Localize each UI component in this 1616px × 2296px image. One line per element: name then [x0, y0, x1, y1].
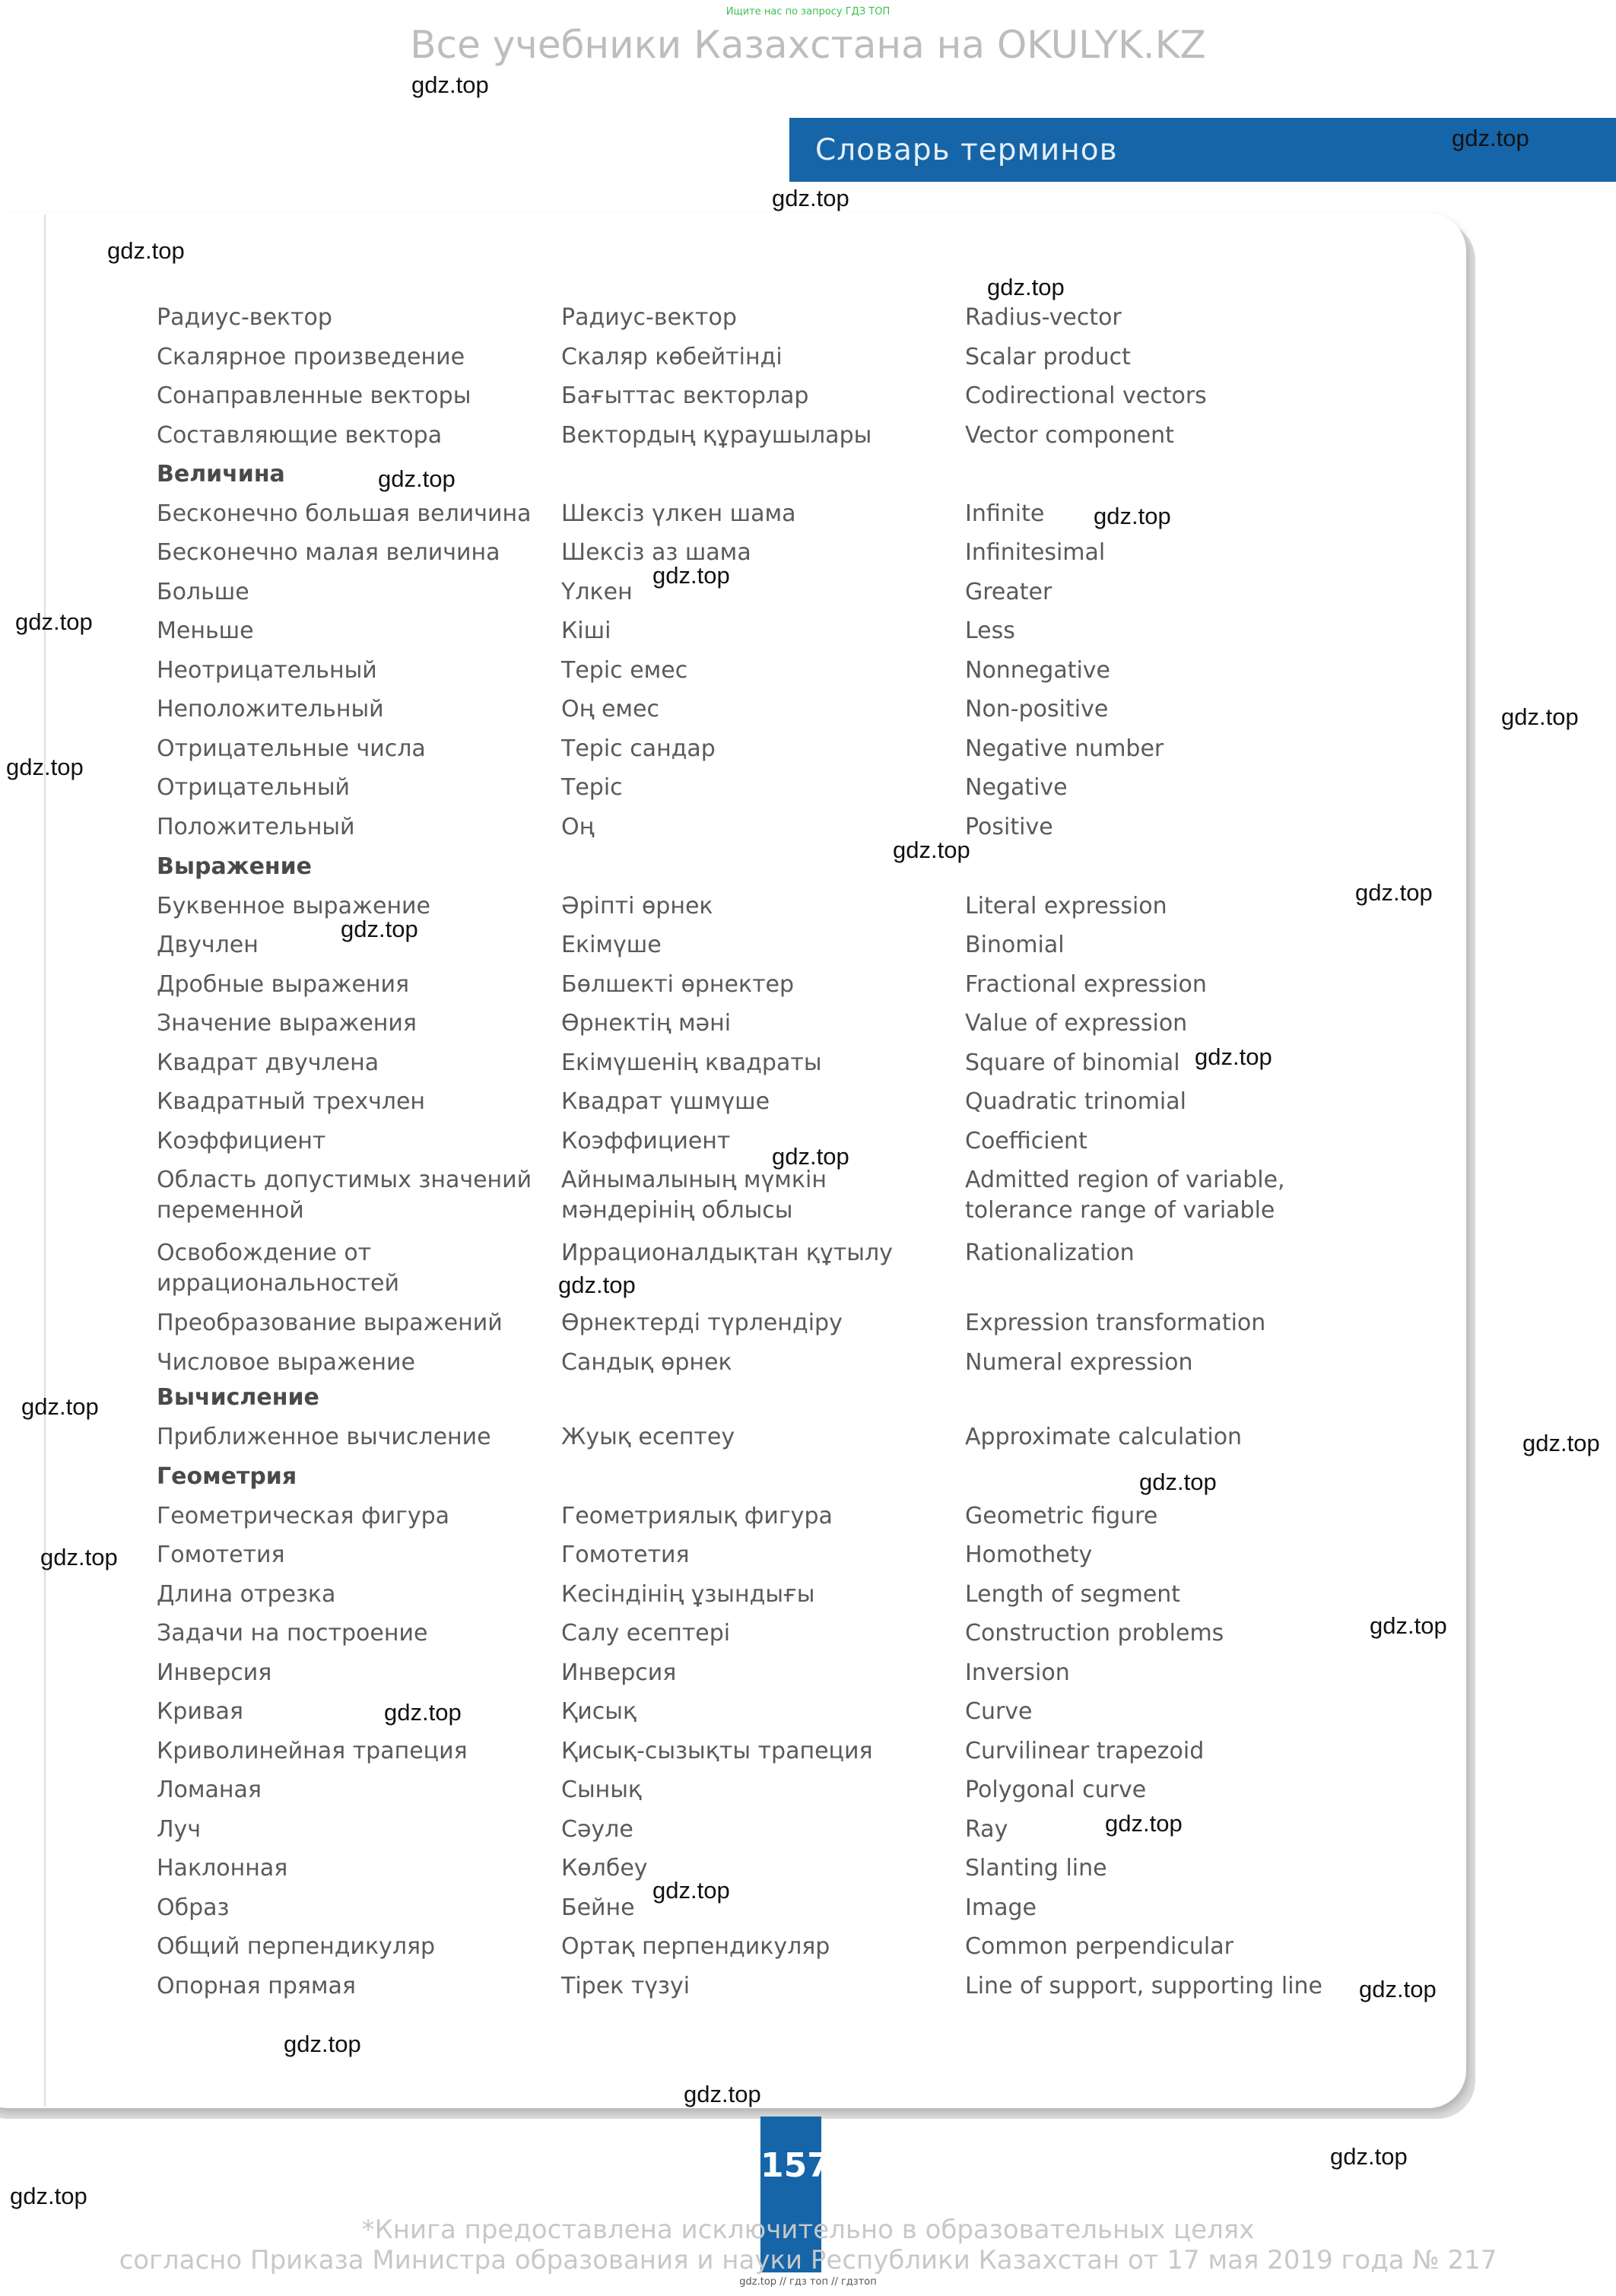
term-kz: Радиус-вектор [561, 304, 737, 331]
term-ru: Двучлен [157, 932, 259, 958]
watermark-text: gdz.top [15, 608, 93, 635]
term-ru: Геометрическая фигура [157, 1502, 450, 1529]
footer-line-1: *Книга предоставлена исключительно в образовательных целях [361, 2215, 1255, 2245]
footer-line-2: согласно Приказа Министра образования и науки Республики Казахстан от 17 мая 2019 года № 217 [119, 2245, 1497, 2275]
term-ru: Задачи на построение [157, 1620, 428, 1647]
term-en: Length of segment [965, 1580, 1181, 1608]
term-en: Geometric figure [965, 1502, 1158, 1529]
term-ru: Образ [157, 1894, 230, 1921]
term-ru: Длина отрезка [157, 1580, 336, 1608]
watermark-text: gdz.top [558, 1272, 636, 1298]
term-ru: Наклонная [157, 1855, 288, 1882]
term-ru: Приближенное вычисление [157, 1423, 491, 1450]
watermark-text: gdz.top [652, 1877, 730, 1904]
term-ru: Положительный [157, 813, 355, 840]
term-kz: Шексіз үлкен шама [561, 500, 796, 527]
term-ru: Отрицательные числа [157, 735, 426, 762]
glossary-row [0, 577, 1616, 620]
term-ru: Числовое выражение [157, 1348, 415, 1376]
term-kz: Әріпті өрнек [561, 892, 713, 919]
glossary-row [0, 734, 1616, 776]
term-ru: Область допустимых значений переменной [157, 1167, 532, 1224]
page-number: 157 [760, 2146, 830, 2185]
watermark-text: gdz.top [684, 2081, 761, 2107]
term-kz: Өрнектерді түрлендіру [561, 1310, 843, 1336]
term-en: Greater [965, 578, 1052, 605]
watermark-text: gdz.top [1370, 1612, 1447, 1639]
glossary-row [0, 1853, 1616, 1896]
term-kz: Айнымалының мүмкін мәндерінің облысы [561, 1167, 827, 1224]
term-ru: Квадрат двучлена [157, 1049, 379, 1076]
glossary-row [0, 616, 1616, 659]
term-ru: Бесконечно большая величина [157, 500, 532, 527]
term-en: Image [965, 1894, 1037, 1921]
term-en: Less [965, 618, 1015, 644]
term-en: Approximate calculation [965, 1423, 1243, 1450]
term-kz: Екімүше [561, 932, 662, 958]
term-en: Slanting line [965, 1855, 1107, 1882]
term-kz: Оң емес [561, 696, 660, 722]
term-kz: Өрнектің мәні [561, 1010, 732, 1037]
term-en: Codirectional vectors [965, 383, 1207, 409]
term-ru: Скалярное произведение [157, 343, 465, 370]
watermark-text: gdz.top [1355, 879, 1433, 906]
watermark-text: gdz.top [1501, 703, 1579, 730]
term-en: Expression transformation [965, 1310, 1266, 1336]
glossary-row [0, 381, 1616, 424]
term-en: Ray [965, 1815, 1008, 1843]
watermark-text: gdz.top [10, 2183, 87, 2209]
term-en: Negative [965, 774, 1068, 801]
watermark-text: gdz.top [6, 754, 84, 780]
term-en: Binomial [965, 932, 1065, 958]
term-en: Infinite [965, 500, 1045, 527]
term-kz: Инверсия [561, 1659, 677, 1686]
top-note: Ищите нас по запросу ГДЗ ТОП [725, 6, 891, 17]
term-en: Value of expression [965, 1010, 1188, 1037]
watermark-text: gdz.top [40, 1544, 118, 1570]
term-en: Rationalization [965, 1240, 1135, 1266]
term-kz: Салу есептері [561, 1620, 731, 1647]
term-en: Construction problems [965, 1620, 1224, 1647]
glossary-row [0, 812, 1616, 855]
glossary-row [0, 1893, 1616, 1936]
term-ru: Значение выражения [157, 1010, 417, 1037]
term-kz: Вектордың құраушылары [561, 421, 872, 449]
term-en: Admitted region of variable, tolerance range of variable [965, 1167, 1285, 1224]
term-en: Curve [965, 1698, 1033, 1725]
watermark-text: gdz.top [107, 237, 185, 264]
glossary-row [0, 1736, 1616, 1779]
watermark-text: gdz.top [1105, 1810, 1183, 1837]
site-banner: Все учебники Казахстана на OKULYK.KZ [410, 23, 1206, 67]
term-en: Fractional expression [965, 970, 1207, 998]
term-ru: Бесконечно малая величина [157, 539, 500, 566]
term-en: Quadratic trinomial [965, 1088, 1186, 1115]
term-ru: Опорная прямая [157, 1972, 356, 1999]
glossary-row [0, 1308, 1616, 1351]
watermark-text: gdz.top [652, 562, 730, 589]
glossary-row [0, 694, 1616, 737]
term-kz: Бағыттас векторлар [561, 383, 809, 409]
term-kz: Скаляр көбейтінді [561, 343, 783, 370]
term-ru: Квадратный трехчлен [157, 1088, 426, 1115]
glossary-row [0, 930, 1616, 973]
term-en: Infinitesimal [965, 539, 1106, 566]
footer-small: gdz.top // гдз топ // гдзтоп [739, 2276, 877, 2288]
term-ru: Инверсия [157, 1659, 272, 1686]
term-kz: Теріс емес [561, 656, 688, 684]
term-en: Radius-vector [965, 304, 1122, 331]
term-ru: Меньше [157, 618, 254, 644]
watermark-text: gdz.top [1330, 2143, 1408, 2170]
glossary-row [0, 303, 1616, 345]
glossary-row [0, 342, 1616, 385]
watermark-text: gdz.top [21, 1393, 99, 1420]
term-ru: Коэффициент [157, 1127, 326, 1154]
term-kz: Сынық [561, 1777, 643, 1803]
watermark-text: gdz.top [411, 71, 489, 98]
term-ru: Ломаная [157, 1777, 262, 1803]
term-kz: Екімүшенің квадраты [561, 1049, 822, 1076]
watermark-text: gdz.top [1139, 1469, 1217, 1495]
section-title: Вычисление [157, 1384, 319, 1411]
page-title: Словарь терминов [815, 132, 1118, 167]
term-en: Coefficient [965, 1127, 1087, 1154]
term-kz: Оң [561, 813, 595, 840]
term-en: Vector component [965, 421, 1174, 449]
term-en: Positive [965, 813, 1053, 840]
watermark-text: gdz.top [341, 916, 418, 942]
term-kz: Қисық [561, 1698, 637, 1725]
watermark-text: gdz.top [1195, 1043, 1272, 1070]
glossary-row [0, 1815, 1616, 1857]
section-title: Геометрия [157, 1463, 297, 1490]
term-kz: Сандық өрнек [561, 1348, 732, 1376]
watermark-text: gdz.top [1359, 1976, 1437, 2002]
term-kz: Қисық-сызықты трапеция [561, 1737, 873, 1764]
term-kz: Кіші [561, 618, 611, 644]
term-kz: Ортақ перпендикуляр [561, 1933, 830, 1960]
term-ru: Сонаправленные векторы [157, 383, 471, 409]
term-kz: Жуық есептеу [561, 1423, 735, 1450]
term-kz: Бөлшекті өрнектер [561, 970, 795, 998]
term-kz: Үлкен [561, 578, 633, 605]
glossary-row [0, 1048, 1616, 1091]
glossary-row [0, 656, 1616, 698]
term-en: Scalar product [965, 343, 1131, 370]
watermark-text: gdz.top [384, 1699, 462, 1726]
glossary-row [0, 1658, 1616, 1701]
term-ru: Больше [157, 578, 249, 605]
term-kz: Теріс сандар [561, 735, 716, 762]
watermark-text: gdz.top [284, 2031, 361, 2057]
term-kz: Геометриялық фигура [561, 1502, 833, 1529]
term-ru: Кривая [157, 1698, 243, 1725]
watermark-text: gdz.top [1522, 1430, 1600, 1456]
glossary-row [0, 1008, 1616, 1051]
glossary-row [0, 773, 1616, 815]
term-kz: Иррационалдықтан құтылу [561, 1240, 893, 1266]
term-en: Line of support, supporting line [965, 1972, 1323, 1999]
term-ru: Криволинейная трапеция [157, 1737, 468, 1764]
term-ru: Дробные выражения [157, 970, 410, 998]
term-ru: Буквенное выражение [157, 892, 431, 919]
term-en: Nonnegative [965, 656, 1111, 684]
term-ru: Радиус-вектор [157, 304, 332, 331]
glossary-row [0, 1697, 1616, 1739]
term-kz: Бейне [561, 1894, 635, 1921]
term-en: Curvilinear trapezoid [965, 1737, 1205, 1764]
term-kz: Теріс [561, 774, 623, 801]
term-ru: Освобождение от иррациональностей [157, 1240, 399, 1297]
term-en: Inversion [965, 1659, 1070, 1686]
term-kz: Коэффициент [561, 1127, 731, 1154]
glossary-row [0, 538, 1616, 580]
term-en: Square of binomial [965, 1049, 1180, 1076]
glossary-row [0, 1775, 1616, 1818]
glossary-row [0, 970, 1616, 1012]
glossary-row [0, 1932, 1616, 1974]
glossary-row [0, 1422, 1616, 1465]
term-ru: Составляющие вектора [157, 421, 443, 449]
glossary-row [0, 499, 1616, 541]
term-kz: Сәуле [561, 1815, 633, 1843]
term-kz: Көлбеу [561, 1855, 648, 1882]
term-ru: Луч [157, 1815, 202, 1843]
section-title: Величина [157, 461, 285, 487]
term-ru: Неотрицательный [157, 656, 377, 684]
glossary-row [0, 1165, 1616, 1224]
term-ru: Гомотетия [157, 1542, 285, 1568]
term-en: Numeral expression [965, 1348, 1193, 1376]
term-kz: Тірек түзуі [561, 1972, 691, 1999]
term-kz: Шексіз аз шама [561, 539, 751, 566]
glossary-row [0, 1540, 1616, 1583]
term-kz: Квадрат үшмүше [561, 1088, 770, 1115]
term-en: Non-positive [965, 696, 1109, 722]
term-en: Negative number [965, 735, 1164, 762]
watermark-text: gdz.top [772, 185, 849, 211]
term-ru: Неположительный [157, 696, 384, 722]
watermark-text: gdz.top [893, 837, 970, 863]
watermark-text: gdz.top [1452, 125, 1529, 151]
term-en: Homothety [965, 1542, 1093, 1568]
term-ru: Общий перпендикуляр [157, 1933, 436, 1960]
term-ru: Преобразование выражений [157, 1310, 503, 1336]
glossary-row [0, 1501, 1616, 1544]
term-kz: Гомотетия [561, 1542, 690, 1568]
watermark-text: gdz.top [987, 274, 1065, 300]
term-en: Common perpendicular [965, 1933, 1233, 1960]
watermark-text: gdz.top [772, 1143, 849, 1170]
term-en: Literal expression [965, 892, 1167, 919]
section-title: Выражение [157, 853, 313, 880]
glossary-row [0, 421, 1616, 463]
watermark-text: gdz.top [378, 465, 456, 492]
watermark-text: gdz.top [1094, 503, 1171, 529]
term-ru: Отрицательный [157, 774, 351, 801]
glossary-row [0, 1087, 1616, 1129]
term-kz: Кесіндінің ұзындығы [561, 1580, 815, 1608]
term-en: Polygonal curve [965, 1777, 1147, 1803]
